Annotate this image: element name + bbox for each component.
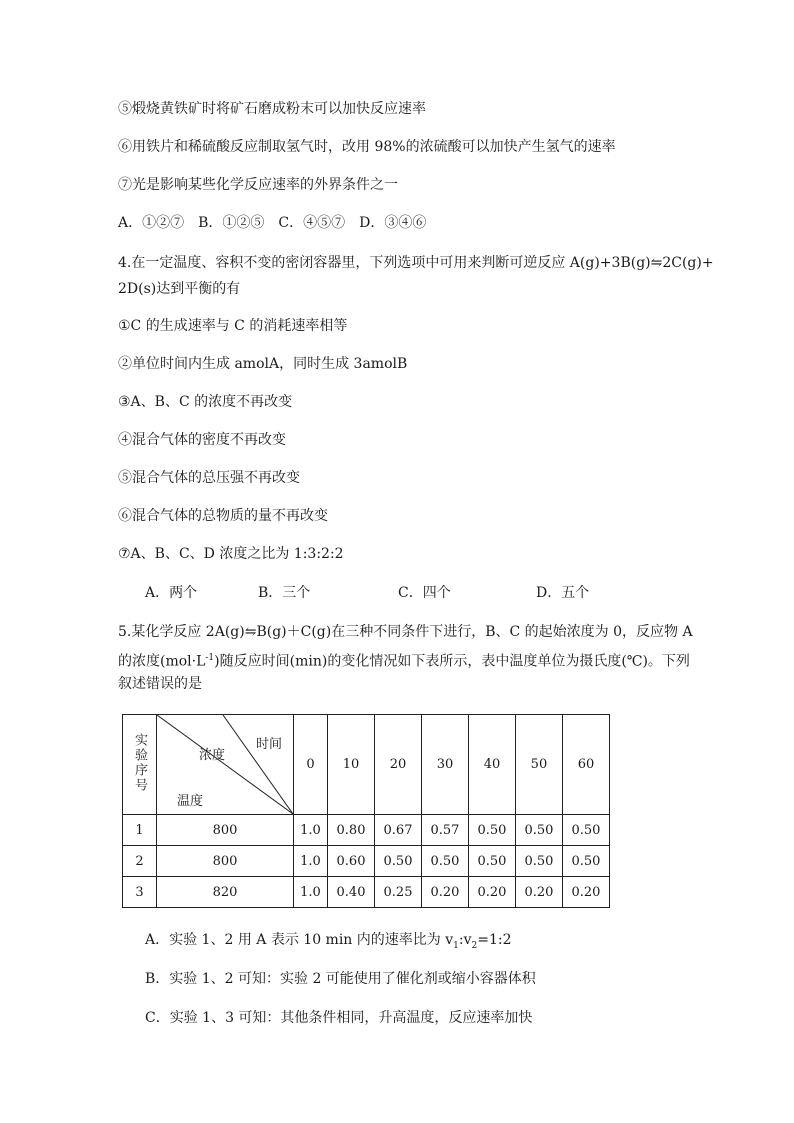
value-cell: 0.50 [562,815,609,846]
time-header: 40 [468,715,515,815]
seq-cell: 1 [123,815,157,846]
q5-stem-line2: 的浓度$(mol\cdot L^{-1})$随反应时间(min)的变化情况如下表所示，表中温度单位为摄氏度(℃)。下列 [118,653,690,670]
value-cell: 0.50 [468,815,515,846]
q5-option-b: B．实验 1、2 可知：实验 2 可能使用了催化剂或缩小容器体积 [145,971,536,987]
table-row [123,815,610,846]
temp-cell: 800 [157,815,294,846]
concentration-label: 浓度 [199,748,226,763]
statement-7: ⑦光是影响某些化学反应速率的外界条件之一 [118,177,398,193]
table-row [123,877,610,908]
value-cell: 0.20 [468,877,515,908]
value-cell: 0.50 [515,815,562,846]
diagonal-header-cell [157,715,294,815]
q4-option-b: B．三个 [258,585,311,601]
q4-option-c: C．四个 [398,585,451,601]
seq-cell: 2 [123,846,157,877]
value-cell: 0.20 [515,877,562,908]
statement-6: ⑥用铁片和稀硫酸反应制取氢气时，改用 98%的浓硫酸可以加快产生氢气的速率 [118,139,616,155]
q4-stem-line2: 2D(s)达到平衡的有 [118,281,241,297]
seq-cell: 3 [123,877,157,908]
q5-stem-line3: 叙述错误的是 [118,676,202,692]
q5-option-c: C．实验 1、3 可知：其他条件相同，升高温度，反应速率加快 [145,1010,533,1026]
value-cell: 0.40 [328,877,375,908]
time-label: 时间 [256,737,283,752]
q4-stem-line1: 4.在一定温度、容积不变的密闭容器里，下列选项中可用来判断可逆反应 A(g)+3B(g)⇋2C(g)+ [118,255,714,271]
statement-5: ⑤煅烧黄铁矿时将矿石磨成粉末可以加快反应速率 [118,101,426,117]
q4-item-3: ③A、B、C 的浓度不再改变 [118,394,293,410]
time-header: 10 [328,715,375,815]
q4-option-a: A．两个 [145,585,198,601]
temperature-label: 温度 [177,794,204,809]
q5-stem-line1: 5.某化学反应 2A(g)⇋B(g)＋C(g)在三种不同条件下进行，B、C 的起始浓度为 0，反应物 A [118,624,693,640]
q4-item-4: ④混合气体的密度不再改变 [118,432,286,448]
q3-choices: A．①②⑦ B．①②⑤ C．④⑤⑦ D．③④⑥ [118,215,427,231]
time-header: 30 [421,715,468,815]
temp-cell: 820 [157,877,294,908]
concentration-table [122,714,610,908]
time-header: 0 [294,715,328,815]
q4-option-d: D．五个 [536,585,590,601]
value-cell: 0.50 [562,846,609,877]
value-cell: 0.60 [328,846,375,877]
value-cell: 1.0 [294,815,328,846]
q4-item-2: ②单位时间内生成 amolA，同时生成 3amolB [118,356,408,372]
value-cell: 0.50 [468,846,515,877]
value-cell: 1.0 [294,877,328,908]
value-cell: 0.80 [328,815,375,846]
seq-header-cell: 实验序号 [123,715,157,815]
q5-option-a: A．实验 1、2 用 A 表示 10 min 内的速率比为 $v_1:v_2=1:2$ [145,932,512,951]
time-header: 60 [562,715,609,815]
value-cell: 0.50 [515,846,562,877]
q4-item-5: ⑤混合气体的总压强不再改变 [118,470,300,486]
q4-item-1: ①C 的生成速率与 C 的消耗速率相等 [118,318,348,334]
value-cell: 0.25 [375,877,422,908]
temp-cell: 800 [157,846,294,877]
value-cell: 0.57 [421,815,468,846]
table-header-row [123,715,610,815]
time-header: 50 [515,715,562,815]
value-cell: 0.50 [375,846,422,877]
value-cell: 0.20 [562,877,609,908]
value-cell: 0.50 [421,846,468,877]
q4-item-6: ⑥混合气体的总物质的量不再改变 [118,508,328,524]
value-cell: 1.0 [294,846,328,877]
value-cell: 0.67 [375,815,422,846]
time-header: 20 [375,715,422,815]
value-cell: 0.20 [421,877,468,908]
table-row [123,846,610,877]
q4-item-7: ⑦A、B、C、D 浓度之比为 1:3:2:2 [118,546,344,562]
